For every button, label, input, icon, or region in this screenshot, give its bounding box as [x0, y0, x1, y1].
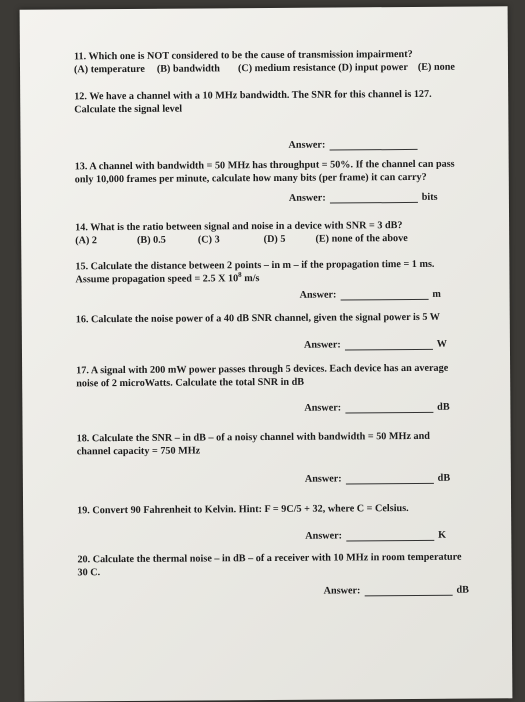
answer-17-label: Answer:: [304, 402, 342, 414]
answer-19-unit: K: [438, 529, 447, 541]
answer-12: [289, 139, 422, 151]
question-16: [76, 311, 496, 326]
answer-19-label: Answer:: [305, 530, 343, 542]
answer-18-blank[interactable]: [346, 473, 434, 485]
answer-18: [305, 473, 450, 485]
question-19-text: 19. Convert 90 Fahrenheit to Kelvin. Hint: F = 9C/5 + 32, where C = Celsius.: [77, 503, 409, 517]
answer-17: [304, 402, 449, 414]
question-16-text: 16. Calculate the noise power of a 40 dB SNR channel, given the signal power is 5 W: [75, 311, 441, 326]
question-19: [77, 502, 497, 517]
answer-13-label: Answer:: [288, 192, 326, 204]
answer-19: [305, 530, 446, 542]
question-12-text-2: Calculate the signal level: [74, 103, 183, 115]
question-13: [75, 158, 495, 186]
q11-option-b: (B) bandwidth: [156, 62, 220, 75]
question-15: [75, 258, 495, 286]
question-20-text-1: 20. Calculate the thermal noise – in dB – of a receiver with 10 MHz in room temperature: [77, 551, 462, 566]
question-14-options: [75, 232, 495, 247]
q14-option-b: (B) 0.5: [136, 234, 166, 246]
answer-16: [304, 339, 447, 351]
question-12-text-1: 12. We have a channel with a 10 MHz bandwidth. The SNR for this channel is 127.: [74, 88, 432, 103]
answer-15-unit: m: [432, 288, 441, 300]
question-15-text-2: Assume propagation speed = 2.5 X $10^8$ m/s: [75, 270, 260, 285]
q11-option-a: (A) temperature: [73, 63, 145, 75]
question-15-text-1: 15. Calculate the distance between 2 points – in m – if the propagation time = 1 ms.: [75, 258, 435, 273]
answer-15-blank[interactable]: [340, 289, 428, 301]
question-18-text-2: channel capacity = 750 MHz: [76, 444, 201, 457]
question-20-text-2: 30 C.: [77, 566, 101, 578]
question-11: [74, 48, 494, 76]
question-13-text-2: only 10,000 frames per minute, calculate how many bits (per frame) it can carry?: [74, 171, 427, 185]
answer-15: [300, 289, 441, 301]
answer-17-unit: dB: [437, 401, 450, 413]
q14-option-d: (D) 5: [263, 233, 286, 245]
answer-18-label: Answer:: [304, 473, 342, 485]
answer-17-blank[interactable]: [345, 402, 433, 414]
answer-18-unit: dB: [437, 472, 451, 484]
question-11-text: 11. Which one is NOT considered to be the cause of transmission impairment?: [73, 48, 413, 63]
worksheet-page: [20, 6, 513, 701]
answer-20-unit: dB: [456, 584, 469, 596]
question-18: [77, 430, 497, 458]
answer-20-blank[interactable]: [364, 585, 452, 597]
answer-20-label: Answer:: [323, 585, 361, 597]
question-12: [74, 88, 494, 116]
q14-option-c: (C) 3: [197, 233, 220, 245]
question-14: [75, 219, 495, 247]
question-17-text-1: 17. A signal with 200 mW power passes through 5 devices. Each device has an average: [76, 362, 449, 377]
answer-19-blank[interactable]: [346, 530, 434, 542]
q14-option-e: (E) none of the above: [315, 232, 408, 245]
answer-12-label: Answer:: [288, 139, 326, 151]
answer-20: [324, 585, 469, 597]
answer-13: [289, 192, 438, 204]
answer-16-unit: W: [436, 338, 447, 350]
q14-option-a: (A) 2: [75, 234, 98, 246]
answer-16-label: Answer:: [303, 339, 341, 351]
question-13-text-1: 13. A channel with bandwidth = 50 MHz has throughput = 50%. If the channel can pass: [74, 158, 455, 173]
answer-13-unit: bits: [421, 191, 438, 203]
question-11-options: [74, 61, 494, 76]
question-14-text: 14. What is the ratio between signal and noise in a device with SNR = 3 dB?: [75, 220, 403, 234]
answer-12-blank[interactable]: [329, 139, 417, 151]
question-17-text-2: noise of 2 microWatts. Calculate the total SNR in dB: [76, 376, 305, 389]
q11-option-c-d: (C) medium resistance (D) input power: [237, 61, 408, 74]
question-17: [76, 362, 496, 390]
question-18-text-1: 18. Calculate the SNR – in dB – of a noisy channel with bandwidth = 50 MHz and: [76, 430, 430, 445]
answer-16-blank[interactable]: [345, 339, 433, 351]
q11-option-e: (E) none: [417, 61, 455, 73]
question-20: [77, 551, 497, 579]
answer-15-label: Answer:: [299, 289, 337, 301]
answer-13-blank[interactable]: [330, 192, 418, 204]
